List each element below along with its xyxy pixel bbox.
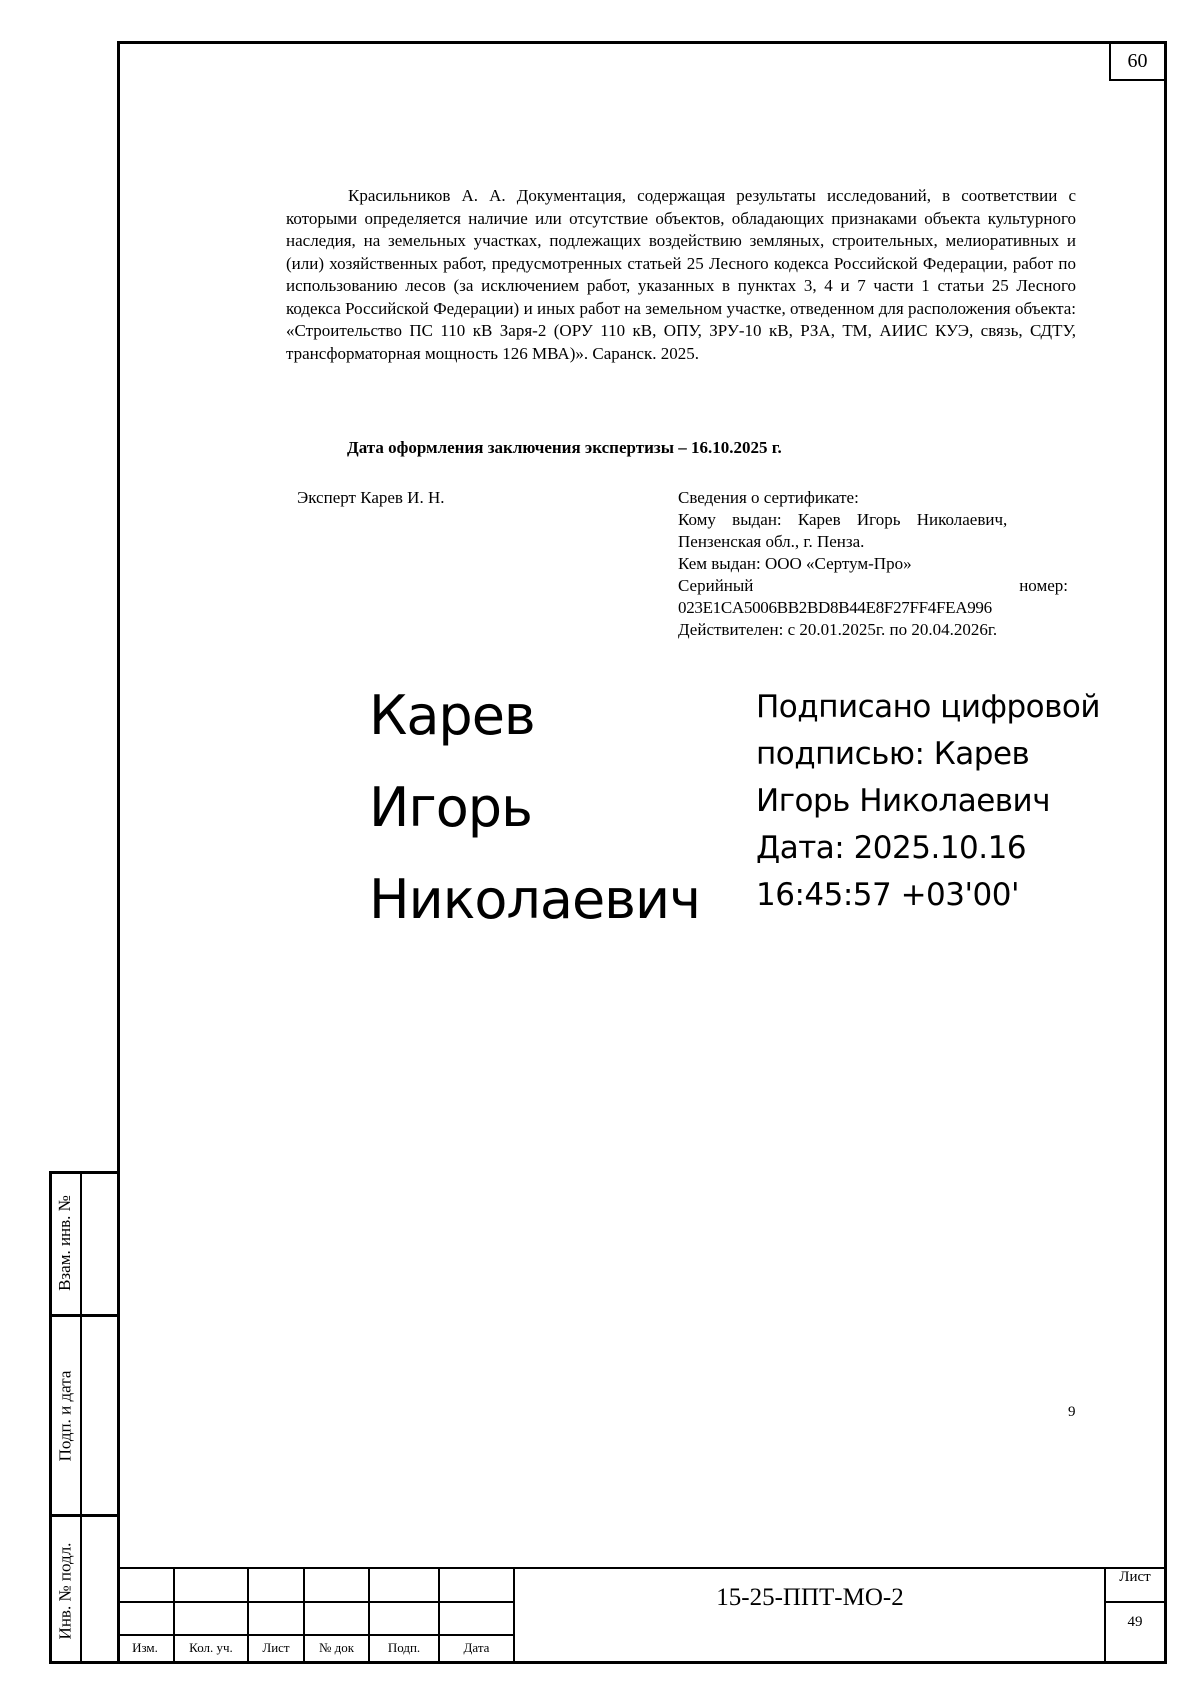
signature-info-line: 16:45:57 +03'00' [756,877,1019,913]
expert-name: Эксперт Карев И. Н. [297,488,445,507]
cert-serial-label2: номер: [1019,576,1068,595]
reference-paragraph: Красильников А. А. Документация, содержащая результаты исследований, в соответствии с которыми определяется наличие или отсутствие объектов, обладающих признаками объекта культурного наследия, на земельных участках, подлежащих воздействию земляных, строительных, мелиоративных и (или) хозяйственных работ, предусмотренных статьей 25 Лесного кодекса Российской Федерации, работ по использованию лесов (за исключением работ, указанных в пунктах 3, 4 и 7 части 1 статьи 25 Лесного кодекса Российской Федерации) и иных работ на земельном участке, отведенном для расположения объекта: «Строительство ПС 110 кВ Заря-2 (ОРУ 110 кВ, ОПУ, ЗРУ-10 кВ, РЗА, ТМ, АИИС КУЭ, связь, СДТУ, трансформаторная мощность 126 МВА)». Саранск. 2025. [286,186,1076,363]
side-label-inventory [50,1517,80,1664]
conclusion-date: Дата оформления заключения экспертизы – 16.10.2025 г. [347,438,782,457]
signature-info-line: Дата: 2025.10.16 [756,830,1027,866]
cert-validity: Действителен: с 20.01.2025г. по 20.04.2026г. [678,620,998,639]
signature-name-line: Николаевич [369,868,701,931]
document-code: 15-25-ППТ-МО-2 [716,1584,904,1611]
side-label-replacement [50,1171,80,1314]
side-label-text: Взам. инв. № [55,1194,74,1291]
title-block-sheet-line [1106,1601,1167,1603]
cert-issued-to: Кому выдан: Карев Игорь Николаевич, [678,510,1008,529]
signature-info-line: подписью: Карев [756,736,1030,772]
title-block-col-n-dok: № док [318,1640,355,1655]
cert-serial-label: Серийный [678,576,754,595]
cert-serial-label-row [678,575,1068,597]
signature-name-line: Карев [369,684,535,747]
side-stamp-divider [80,1171,82,1664]
side-label-signature-date [50,1317,80,1514]
side-label-text: Подп. и дата [55,1370,75,1461]
top-sheet-number: 60 [1109,44,1164,81]
cert-issued-to-region: Пензенская обл., г. Пенза. [678,532,865,551]
title-block-col-list: Лист [262,1640,290,1655]
certificate-info [678,487,1068,641]
title-block-top-line [117,1567,1167,1569]
title-block-col-podp: Подп. [387,1640,421,1655]
title-block-col-data: Дата [463,1640,490,1655]
title-block-row-line [117,1601,515,1603]
cert-heading: Сведения о сертификате: [678,488,859,507]
sheet-number: 49 [1127,1614,1143,1630]
signature-info-line: Игорь Николаевич [756,783,1051,819]
title-block-col-kol-uch: Кол. уч. [189,1640,233,1655]
signature-name-line: Игорь [369,776,532,839]
cert-serial-value: 023E1CA5006BB2BD8B44E8F27FF4FEA996 [678,598,992,617]
signature-info-line: Подписано цифровой [756,689,1101,725]
title-block-col-line [513,1567,515,1664]
cert-issued-by: Кем выдан: ООО «Сертум-Про» [678,554,912,573]
page-number: 9 [1068,1404,1076,1420]
signature-info [756,684,1100,919]
side-label-text: Инв. № подл. [55,1542,74,1639]
title-block-col-izm: Изм. [132,1640,158,1655]
main-content [286,185,1076,365]
sheet-label: Лист [1119,1569,1151,1585]
signature-name [369,670,700,946]
